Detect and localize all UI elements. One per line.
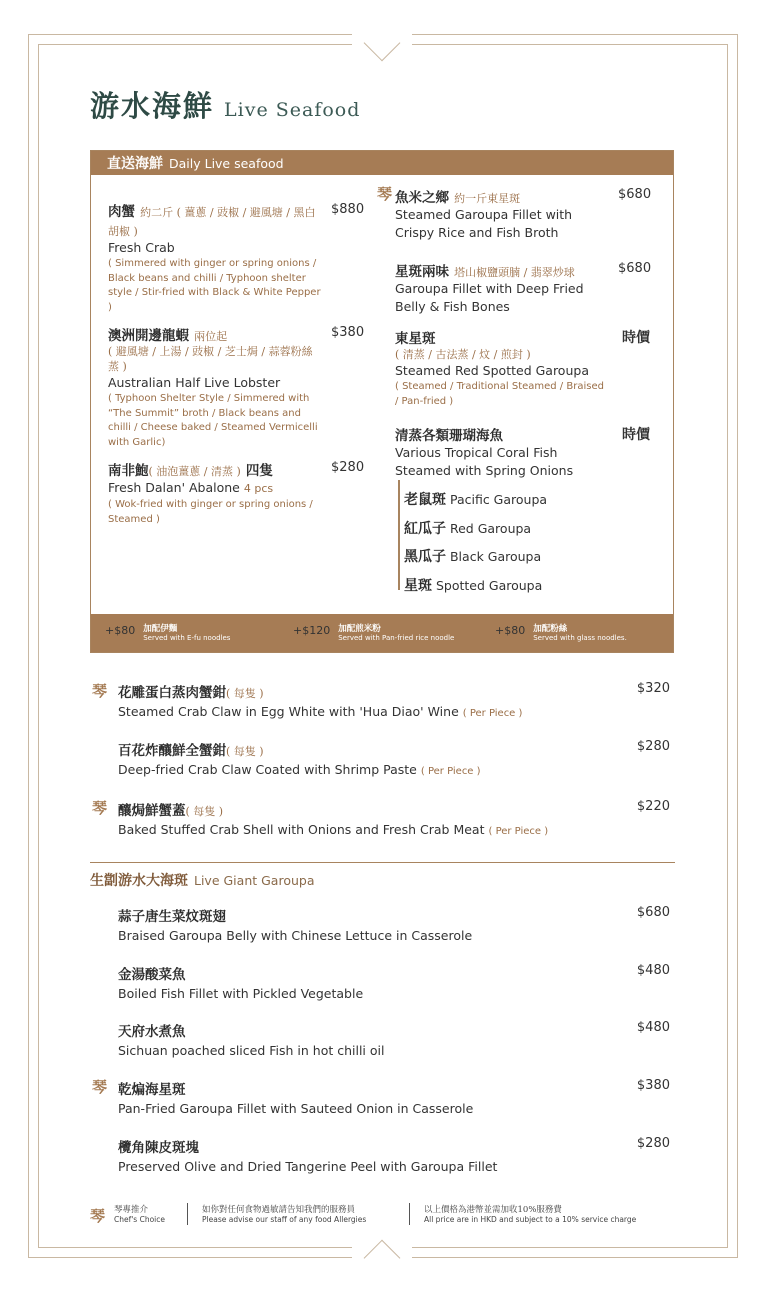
section-title-garoupa — [90, 870, 315, 890]
menu-item-pickled-fish — [118, 963, 673, 1001]
menu-item-red-garoupa — [395, 327, 605, 409]
item-price: $680 — [618, 261, 652, 276]
item-name-zh: 花雕蛋白蒸肉蟹鉗 — [118, 685, 226, 701]
coral-fish-en: Spotted Garoupa — [435, 578, 543, 593]
chef-choice-icon: 琴 — [92, 799, 108, 817]
coral-fish-en: Pacific Garoupa — [449, 492, 548, 507]
addon-glass-noodle — [495, 622, 627, 642]
menu-item-crab-claw-shrimp — [118, 739, 673, 777]
item-name-zh: 澳洲開邊龍蝦 — [108, 328, 189, 344]
item-name-en: Fresh Dalan' Abalone — [108, 480, 240, 495]
chef-choice-icon: 琴 — [92, 1078, 108, 1096]
addon-rice-noodle — [293, 622, 454, 642]
item-price: $220 — [636, 799, 670, 814]
menu-item-crab — [108, 200, 323, 315]
item-price: $380 — [636, 1078, 670, 1093]
item-name-en: Australian Half Live Lobster — [108, 375, 281, 390]
coral-fish-zh: 星斑 — [404, 578, 432, 594]
item-per-piece: ( Per Piece ) — [462, 708, 523, 719]
item-name-en: Garoupa Fillet with Deep Fried Belly & Fish Bones — [395, 281, 584, 314]
footer-price-zh: 以上價格為港幣並需加收10%服務費 — [424, 1205, 562, 1215]
box-header-zh: 直送海鮮 — [107, 156, 163, 172]
menu-item-crab-shell — [118, 799, 673, 837]
item-price: $880 — [331, 202, 365, 217]
coral-fish-option — [404, 518, 531, 538]
coral-fish-option — [404, 575, 542, 595]
item-price: $480 — [636, 963, 670, 978]
item-sub: ( Steamed / Traditional Steamed / Braised / Pan-fried ) — [395, 381, 604, 407]
menu-item-pan-fried-garoupa — [118, 1078, 673, 1116]
page-title-zh: 游水海鮮 — [90, 89, 215, 123]
coral-fish-option — [404, 489, 547, 509]
coral-fish-zh: 老鼠斑 — [404, 492, 446, 508]
section-title-zh: 生劏游水大海斑 — [90, 873, 188, 889]
footer-chef-en: Chef's Choice — [114, 1215, 165, 1224]
footer-allergy-en: Please advise our staff of any food Allergies — [202, 1215, 367, 1224]
item-name-en: Preserved Olive and Dried Tangerine Peel with Garoupa Fillet — [118, 1159, 498, 1174]
menu-item-garoupa-two-ways — [395, 260, 605, 316]
item-name-zh: 釀焗鮮蟹蓋 — [118, 803, 186, 819]
menu-item-olive-garoupa — [118, 1136, 673, 1174]
item-price: 時價 — [622, 427, 650, 443]
addon-efu — [105, 622, 230, 642]
item-name-zh: 肉蟹 — [108, 204, 135, 220]
item-name-en: Steamed Crab Claw in Egg White with 'Hua Diao' Wine — [118, 704, 459, 719]
box-header-en: Daily Live seafood — [169, 155, 284, 171]
chef-choice-icon: 琴 — [377, 185, 393, 203]
item-name-zh: 東星斑 — [395, 331, 436, 347]
addon-price: +$80 — [495, 624, 526, 637]
item-name-zh: 金湯酸菜魚 — [118, 967, 186, 983]
chef-choice-icon: 琴 — [92, 682, 108, 700]
coral-fish-bracket — [398, 480, 400, 590]
item-sub: ( Wok-fried with ginger or spring onions / Steamed ) — [108, 499, 313, 525]
footer-chef-choice — [114, 1203, 165, 1224]
coral-fish-zh: 紅瓜子 — [404, 521, 446, 537]
box-header — [91, 151, 673, 175]
footer-allergy-zh: 如你對任何食物過敏請告知我們的服務員 — [202, 1205, 356, 1215]
footer-price-note — [424, 1203, 636, 1224]
menu-item-sichuan-fish — [118, 1020, 673, 1058]
item-name-zh: 南非鮑 — [108, 463, 149, 479]
box-footer — [91, 614, 673, 652]
item-per-piece: ( Per Piece ) — [488, 826, 549, 837]
item-name-zh: 清蒸各類珊瑚海魚 — [395, 428, 503, 444]
footer-price-en: All price are in HKD and subject to a 10% service charge — [424, 1215, 637, 1224]
item-note: ( 每隻 ) — [226, 687, 264, 700]
footer-allergy — [202, 1203, 366, 1224]
item-price: $280 — [636, 1136, 670, 1151]
menu-footer — [90, 1203, 675, 1225]
addon-zh: 加配煎米粉 — [338, 624, 381, 634]
menu-item-fish-rice — [395, 186, 605, 242]
section-title-en: Live Giant Garoupa — [194, 873, 315, 888]
item-name-en: Sichuan poached sliced Fish in hot chilli oil — [118, 1043, 385, 1058]
addon-price: +$120 — [293, 624, 331, 637]
item-price: $280 — [636, 739, 670, 754]
item-price: $680 — [618, 187, 652, 202]
item-sub: ( Typhoon Shelter Style / Simmered with “The Summit” broth / Black beans and chilli / Cheese baked / Steamed Vermicelli with Garlic) — [108, 393, 318, 448]
item-name-en: Fresh Crab — [108, 240, 175, 255]
section-divider — [90, 862, 675, 863]
item-note: ( 每隻 ) — [185, 805, 224, 818]
item-name-zh: 星斑兩味 — [395, 264, 449, 280]
item-note: 約一斤東星斑 — [454, 192, 521, 205]
item-name-en: Braised Garoupa Belly with Chinese Lettuce in Casserole — [118, 928, 473, 943]
item-name-en: Various Tropical Coral Fish Steamed with Spring Onions — [395, 445, 574, 478]
item-per-piece: ( Per Piece ) — [420, 766, 481, 777]
item-sub: ( Simmered with ginger or spring onions / Black beans and chilli / Typhoon shelter style / Stir-fried with Black & White Pepper ) — [108, 258, 321, 313]
footer-separator — [409, 1203, 410, 1225]
item-note: ( 清蒸 / 古法蒸 / 炆 / 煎封 ) — [395, 348, 531, 361]
page-title — [90, 84, 360, 125]
addon-price: +$80 — [105, 624, 136, 637]
item-name-en: Baked Stuffed Crab Shell with Onions and Fresh Crab Meat — [118, 822, 485, 837]
menu-item-garoupa-belly — [118, 905, 673, 943]
item-note: 塔山椒鹽頭腩 / 翡翠炒球 — [454, 266, 575, 279]
menu-item-abalone — [108, 459, 323, 527]
item-name-zh: 百花炸釀鮮全蟹鉗 — [118, 743, 226, 759]
item-name-en: Steamed Red Spotted Garoupa — [395, 363, 589, 378]
footer-chef-zh: 琴專推介 — [114, 1205, 149, 1215]
item-note: ( 每隻 ) — [226, 745, 264, 758]
addon-en: Served with Pan-fried rice noodle — [338, 634, 455, 642]
item-name-zh: 魚米之鄉 — [395, 190, 449, 206]
item-note: 約二斤 ( 薑蔥 / 豉椒 / 避風塘 / 黑白胡椒 ) — [108, 206, 316, 238]
item-name-zh: 蒜子唐生菜炆斑翅 — [118, 909, 226, 925]
item-pcs: 4 pcs — [243, 482, 274, 495]
item-name-zh: 乾煸海星斑 — [118, 1082, 186, 1098]
addon-zh: 加配伊麵 — [143, 624, 178, 634]
coral-fish-zh: 黑瓜子 — [404, 549, 446, 565]
item-price: $480 — [636, 1020, 670, 1035]
addon-zh: 加配粉絲 — [533, 624, 568, 634]
page-title-en: Live Seafood — [224, 99, 361, 121]
item-price: $680 — [636, 905, 670, 920]
menu-item-lobster — [108, 324, 323, 450]
item-note: 兩位起 — [194, 330, 228, 343]
addon-en: Served with E-fu noodles — [143, 634, 231, 642]
item-name-en: Pan-Fried Garoupa Fillet with Sauteed Onion in Casserole — [118, 1101, 474, 1116]
item-name-en: Steamed Garoupa Fillet with Crispy Rice and Fish Broth — [395, 207, 573, 240]
chef-choice-icon: 琴 — [90, 1207, 106, 1225]
item-name-en: Deep-fried Crab Claw Coated with Shrimp Paste — [118, 762, 417, 777]
item-price: $280 — [331, 460, 365, 475]
item-price: $320 — [636, 681, 670, 696]
item-name-zh: 欖角陳皮斑塊 — [118, 1140, 199, 1156]
item-name-zh: 天府水煮魚 — [118, 1024, 186, 1040]
item-qty-zh: 四隻 — [245, 463, 273, 479]
item-price: 時價 — [622, 330, 650, 346]
item-note-2: ( 避風塘 / 上湯 / 豉椒 / 芝士焗 / 蒜蓉粉絲蒸 ) — [108, 345, 313, 373]
item-price: $380 — [331, 325, 365, 340]
item-name-en: Boiled Fish Fillet with Pickled Vegetable — [118, 986, 364, 1001]
menu-item-crab-claw-egg — [118, 681, 673, 719]
coral-fish-option — [404, 546, 541, 566]
menu-item-coral-fish — [395, 424, 605, 480]
coral-fish-en: Black Garoupa — [449, 549, 542, 564]
addon-en: Served with glass noodles. — [533, 634, 627, 642]
item-note: ( 油泡薑蔥 / 清蒸 ) — [148, 465, 241, 478]
footer-separator — [187, 1203, 188, 1225]
coral-fish-en: Red Garoupa — [449, 521, 532, 536]
